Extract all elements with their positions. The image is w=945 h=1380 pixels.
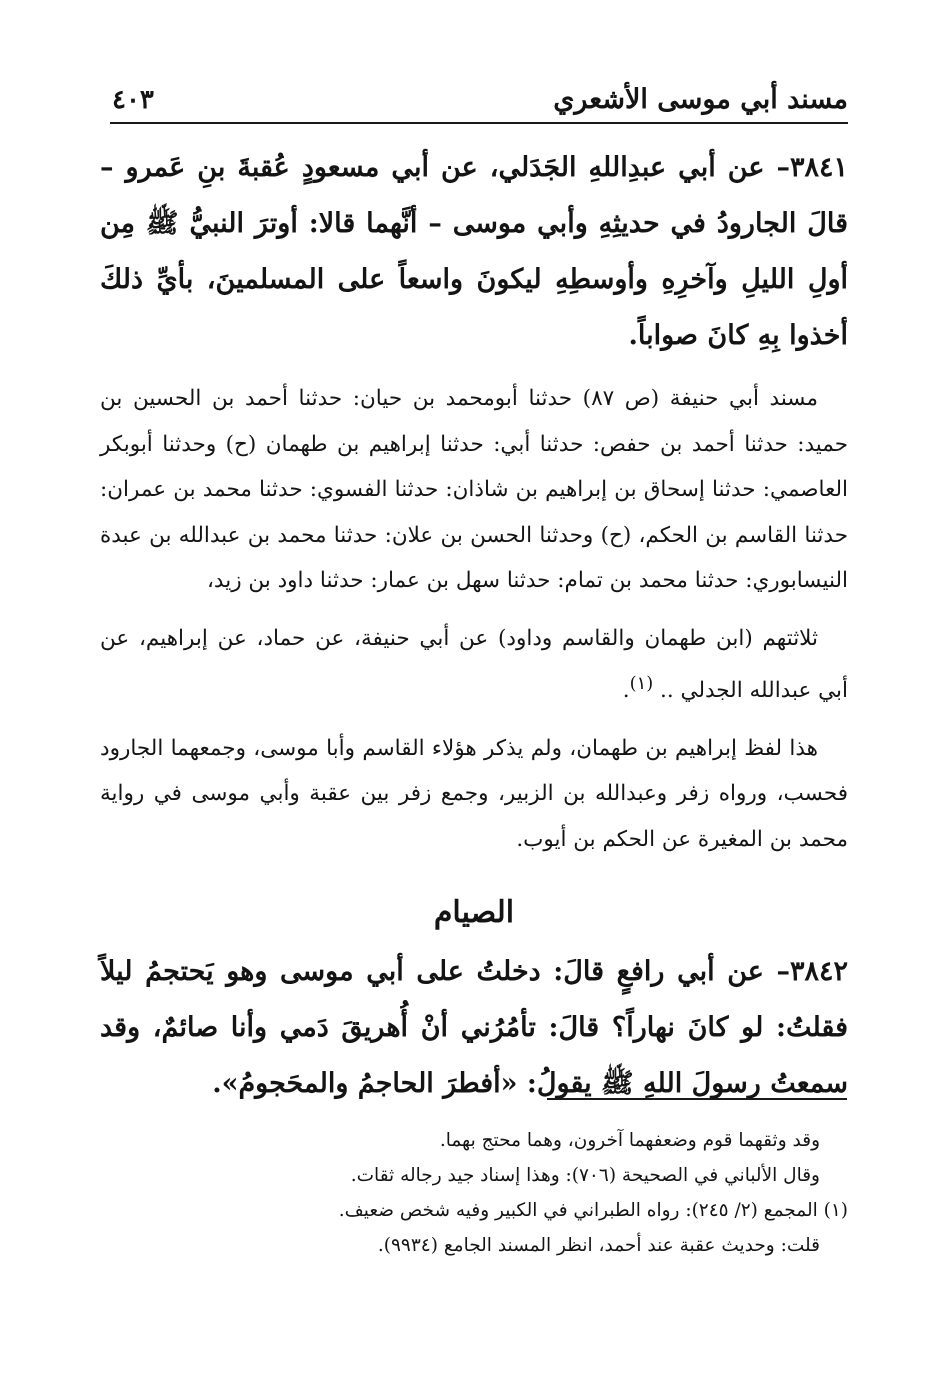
footnote-1-marker: (١) bbox=[823, 1200, 848, 1221]
hadith-text: – عن أبي عبدِاللهِ الجَدَلي، عن أبي مسعودٍ عُقبةَ بنِ عَمرو – قالَ الجارودُ في حديثِهِ وأبي موسى – أنَّهما قالا: أوترَ النبيُّ ﷺ مِن أولِ الليلِ وآخرِهِ وأوسطِهِ ليكونَ واسعاً على المسلمينَ، بأيِّ ذلكَ أخذوا بِهِ كانَ صواباً. bbox=[100, 152, 848, 351]
chain-paragraph bbox=[100, 616, 848, 714]
hadith-text: – عن أبي رافعٍ قالَ: دخلتُ على أبي موسى وهو يَحتجمُ ليلاً فقلتُ: لو كانَ نهاراً؟ قالَ: تأمُرُني أنْ أُهريقَ دَمي وأنا صائمٌ، وقد سمعتُ رسولَ اللهِ ﷺ يقولُ: «أفطرَ الحاجمُ والمحَجومُ». bbox=[100, 956, 848, 1100]
hadith-number: ٣٨٤٢ bbox=[789, 956, 848, 988]
chain-end: . bbox=[622, 678, 630, 704]
hadith-3841 bbox=[100, 140, 848, 364]
hadith-3842 bbox=[100, 944, 848, 1112]
footnote-line: وقد وثقهما قوم وضعفهما آخرون، وهما محتج بهما. bbox=[439, 1130, 820, 1151]
source-paragraph: مسند أبي حنيفة (ص ٨٧) حدثنا أبومحمد بن حيان: حدثنا أحمد بن الحسين بن حميد: حدثنا أحمد بن حفص: حدثنا أبي: حدثنا إبراهيم بن طهمان (ح) وحدثنا أبوبكر العاصمي: حدثنا إسحاق بن إبراهيم بن شاذان: حدثنا الفسوي: حدثنا محمد بن عمران: حدثنا القاسم بن الحكم، (ح) وحدثنا الحسن بن علان: حدثنا محمد بن عبدالله بن عبدة النيسابوري: حدثنا محمد بن تمام: حدثنا سهل بن عمار: حدثنا داود بن زيد، bbox=[100, 386, 848, 593]
hadith-number: ٣٨٤١ bbox=[789, 152, 848, 183]
running-title: مسند أبي موسى الأشعري bbox=[553, 84, 848, 115]
main-text bbox=[100, 140, 848, 1112]
page-number: ٤٠٣ bbox=[112, 85, 154, 115]
footnote-line: وقال الألباني في الصحيحة (٧٠٦): وهذا إسناد جيد رجاله ثقات. bbox=[350, 1165, 820, 1186]
footnotes bbox=[100, 1123, 848, 1263]
running-header bbox=[110, 78, 848, 124]
section-heading: الصيام bbox=[433, 895, 515, 931]
footnote-marker: (١) bbox=[629, 673, 654, 694]
footnote-1 bbox=[100, 1193, 848, 1228]
chain-text: ثلاثتهم (ابن طهمان والقاسم وداود) عن أبي حنيفة، عن حماد، عن إبراهيم، عن أبي عبدالله الجدلي .. bbox=[100, 625, 848, 704]
footnote-line: قلت: وحديث عقبة عند أحمد، انظر المسند الجامع (٩٩٣٤). bbox=[377, 1235, 820, 1256]
footnote-separator bbox=[547, 1098, 847, 1100]
comment-paragraph: هذا لفظ إبراهيم بن طهمان، ولم يذكر هؤلاء القاسم وأبا موسى، وجمعهما الجارود فحسب، ورواه زفر وعبدالله بن الزبير، وجمع زفر بين عقبة وأبي موسى في رواية محمد بن المغيرة عن الحكم بن أيوب. bbox=[100, 735, 848, 852]
footnote-1-text: المجمع (٢/ ٢٤٥): رواه الطبراني في الكبير وفيه شخص ضعيف. bbox=[338, 1200, 818, 1221]
